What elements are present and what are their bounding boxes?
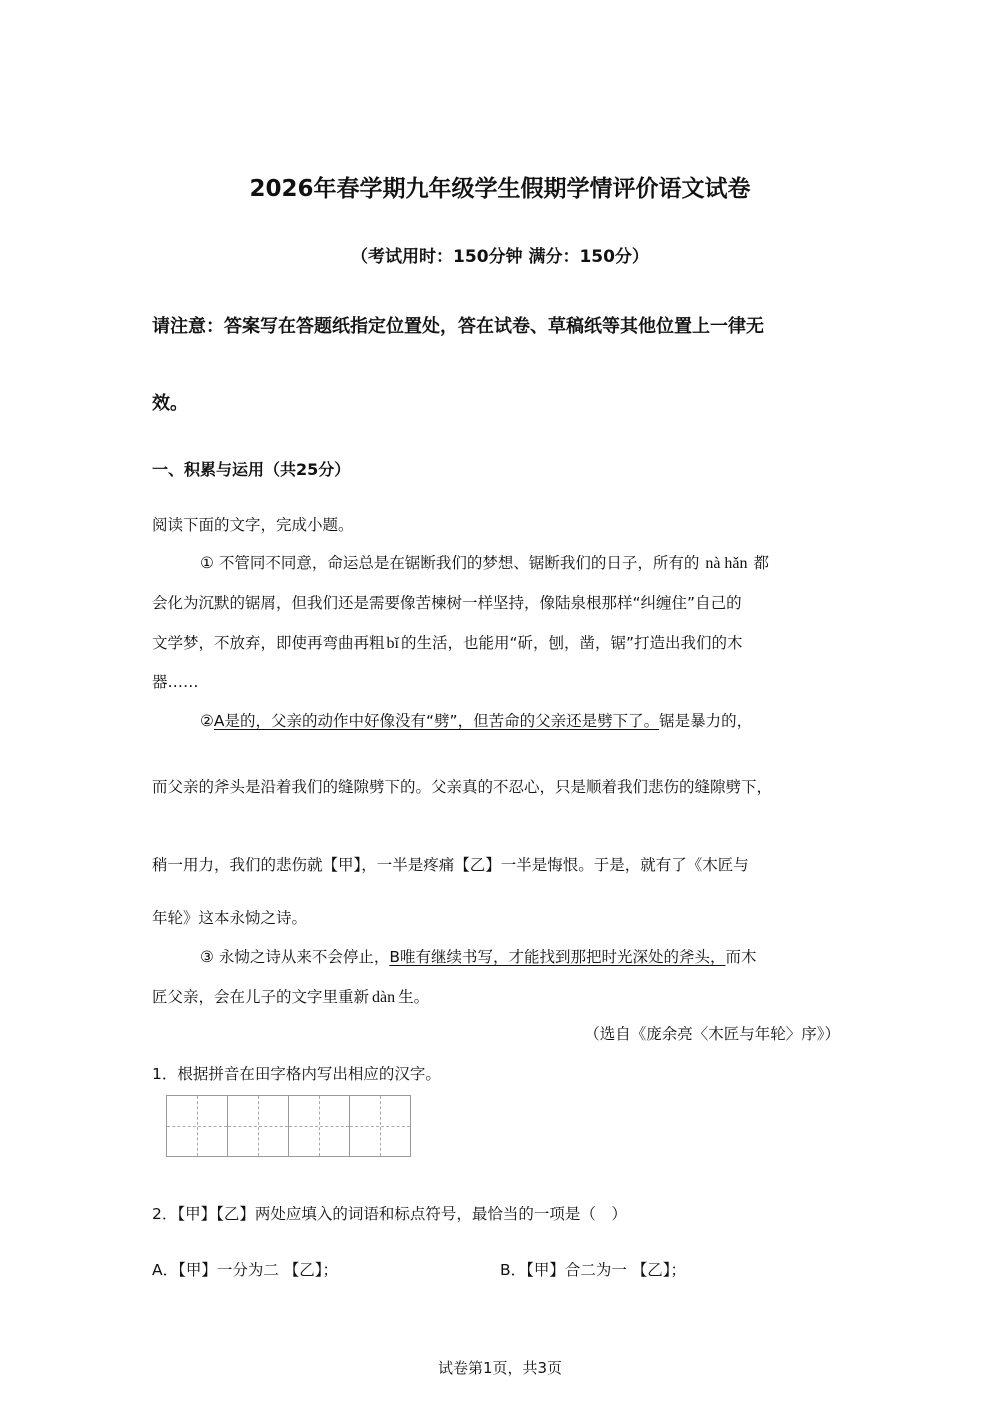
exam-title: 2026年春学期九年级学生假期学情评价语文试卷 xyxy=(249,176,751,202)
paragraph-2-line-4: 年轮》这本永恸之诗。 xyxy=(152,909,308,927)
page-footer: 试卷第1页，共3页 xyxy=(437,1359,563,1377)
p1-text-a: ① 不管同不同意，命运总是在锯断我们的梦想、锯断我们的日子，所有的 xyxy=(200,554,700,572)
paragraph-2-line-2: 而父亲的斧头是沿着我们的缝隙劈下的。父亲真的不忍心，只是顺着我们悲伤的缝隙劈下， xyxy=(152,778,773,796)
paragraph-1-line-1 xyxy=(200,551,769,573)
notice-line-2: 效。 xyxy=(152,393,188,414)
underlined-sentence-b: B唯有继续书写，才能找到那把时光深处的斧头， xyxy=(389,948,726,966)
p1-text-b: 都 xyxy=(753,554,770,572)
paragraph-3-line-2 xyxy=(152,985,429,1007)
p3-text-b: 而木 xyxy=(725,948,757,966)
paragraph-2-line-1 xyxy=(200,709,752,731)
paragraph-1-line-4: 器…… xyxy=(152,673,199,691)
paragraph-3-line-1 xyxy=(200,945,756,967)
p3-l2-text-a: 匠父亲，会在儿子的文字里重新 xyxy=(152,988,370,1006)
p2-l1-tail: 锯是暴力的， xyxy=(659,712,753,730)
p1-l3-text-b: 的生活，也能用“斫，刨，凿，锯”打造出我们的木 xyxy=(400,634,743,652)
question-2: 2．【甲】【乙】两处应填入的词语和标点符号，最恰当的一项是（ ） xyxy=(152,1205,627,1223)
p2-marker: ② xyxy=(200,712,214,730)
tianzige-cell[interactable] xyxy=(288,1095,350,1157)
exam-subtitle: （考试用时：150分钟 满分：150分） xyxy=(351,247,649,267)
option-b[interactable]: B．【甲】合二为一 【乙】； xyxy=(500,1261,687,1279)
p1-l3-text-a: 文学梦，不放弃，即使再弯曲再粗 xyxy=(152,634,385,652)
source-citation: （选自《庞余亮〈木匠与年轮〉序》） xyxy=(584,1025,840,1043)
pinyin-bi: bǐ xyxy=(386,635,399,652)
underlined-sentence-a: A是的，父亲的动作中好像没有“劈”，但苦命的父亲还是劈下了。 xyxy=(213,712,660,730)
paragraph-1-line-2: 会化为沉默的锯屑，但我们还是需要像苦楝树一样坚持，像陆泉根那样“纠缠住”自己的 xyxy=(152,594,742,612)
question-1: 1．根据拼音在田字格内写出相应的汉字。 xyxy=(152,1065,441,1083)
paragraph-1-line-3 xyxy=(152,631,743,653)
tianzige-cell[interactable] xyxy=(227,1095,289,1157)
tianzige-cell[interactable] xyxy=(166,1095,228,1157)
paragraph-2-line-3: 稍一用力，我们的悲伤就【甲】，一半是疼痛【乙】一半是悔恨。于是，就有了《木匠与 xyxy=(152,856,749,874)
pinyin-nahan: nà hǎn xyxy=(705,555,748,572)
pinyin-dan: dàn xyxy=(372,989,396,1006)
p3-text-a: ③ 永恸之诗从来不会停止， xyxy=(200,948,390,966)
reading-intro: 阅读下面的文字，完成小题。 xyxy=(152,516,354,534)
option-a[interactable]: A．【甲】一分为二 【乙】； xyxy=(152,1261,339,1279)
notice-line-1: 请注意：答案写在答题纸指定位置处，答在试卷、草稿纸等其他位置上一律无 xyxy=(152,316,764,337)
tianzige-grid[interactable] xyxy=(166,1095,412,1157)
section-heading: 一、积累与运用（共25分） xyxy=(152,460,351,479)
p3-l2-text-b: 生。 xyxy=(398,988,430,1006)
tianzige-cell[interactable] xyxy=(349,1095,411,1157)
